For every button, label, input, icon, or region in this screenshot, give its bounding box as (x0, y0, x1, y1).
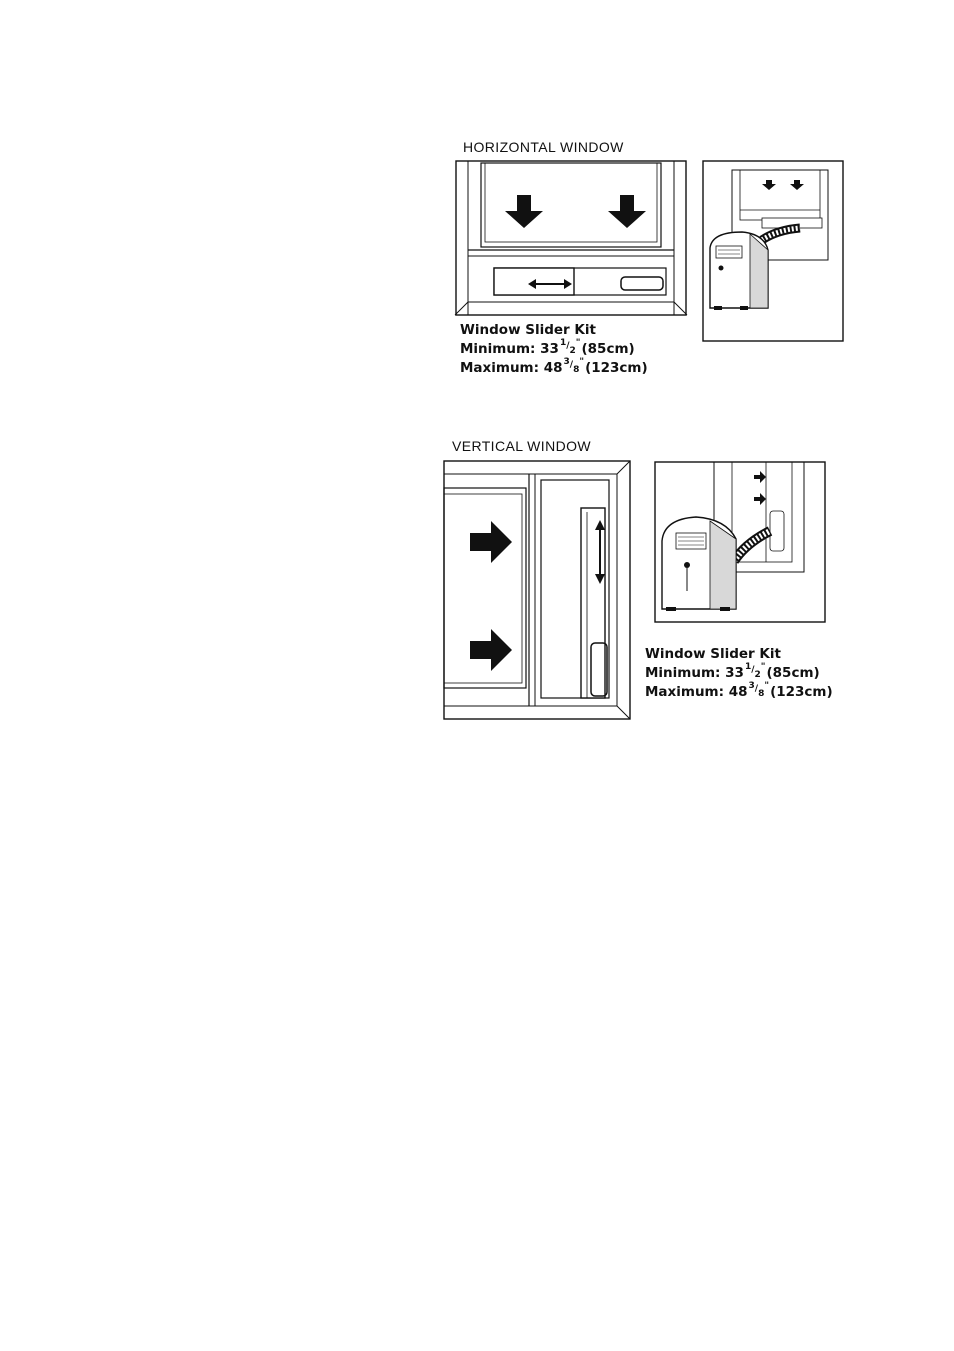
min-label: Minimum: (645, 665, 721, 681)
vertical-maximum (645, 682, 833, 701)
max-label: Maximum: (645, 684, 725, 700)
vertical-window-title: VERTICAL WINDOW (452, 438, 592, 454)
max-metric: (123cm) (770, 684, 833, 700)
min-fraction: 1/2" (559, 338, 581, 356)
horizontal-kit-title: Window Slider Kit (460, 322, 596, 338)
horizontal-unit-photo (702, 160, 844, 342)
vertical-kit-specs (645, 645, 833, 701)
min-metric: (85cm) (581, 341, 635, 357)
max-whole: 48 (543, 360, 563, 376)
horizontal-window-diagram (455, 160, 687, 316)
horizontal-minimum (460, 339, 648, 358)
vertical-unit-photo (654, 461, 826, 623)
max-metric: (123cm) (585, 360, 648, 376)
max-whole: 48 (728, 684, 748, 700)
vertical-minimum (645, 663, 833, 682)
horizontal-window-title: HORIZONTAL WINDOW (463, 139, 624, 155)
vertical-kit-title: Window Slider Kit (645, 646, 781, 662)
max-fraction: 3/8" (563, 357, 585, 375)
horizontal-maximum (460, 358, 648, 377)
min-metric: (85cm) (766, 665, 820, 681)
max-label: Maximum: (460, 360, 540, 376)
min-whole: 33 (725, 665, 744, 681)
min-whole: 33 (540, 341, 559, 357)
vertical-window-diagram (443, 460, 631, 720)
horizontal-kit-specs (460, 321, 648, 377)
min-label: Minimum: (460, 341, 536, 357)
max-fraction: 3/8" (748, 681, 770, 699)
min-fraction: 1/2" (744, 662, 766, 680)
